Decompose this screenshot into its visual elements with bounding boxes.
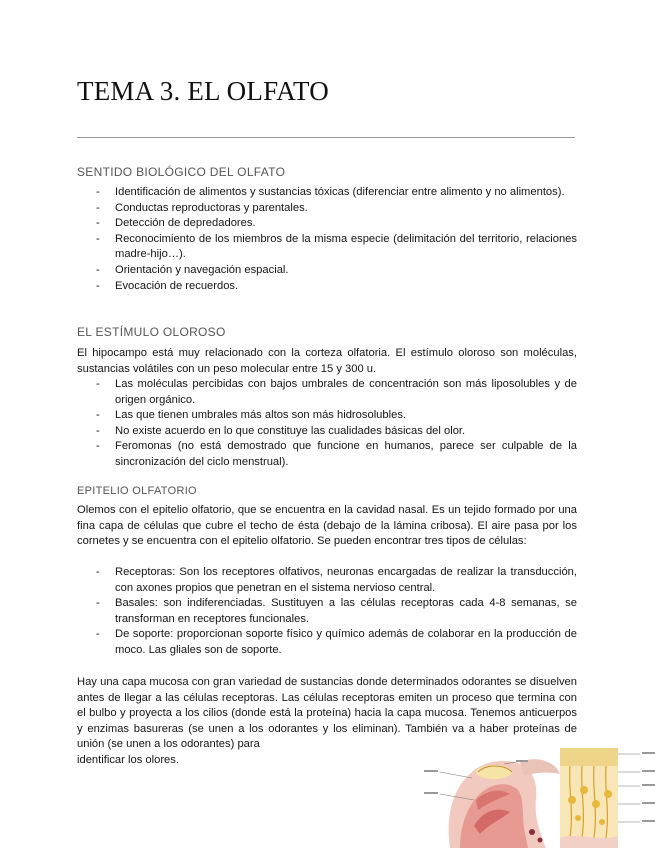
- list-item: - Detección de depredadores.: [77, 216, 577, 232]
- list-item: - Evocación de recuerdos.: [77, 279, 577, 295]
- paragraph-epitelio: Olemos con el epitelio olfatorio, que se encuentra en la cavidad nasal. Es un tejido formado por una fina capa de células que cubre el techo de ésta (debajo de la lámina cribosa). El aire pasa por los cornetes y se encuentra con el epitelio olfatorio. Se pueden encontrar tres tipos de células:: [77, 504, 577, 548]
- list-epitelio: [77, 565, 577, 659]
- list-item: - De soporte: proporcionan soporte físico y químico además de colaborar en la producción de moco. Las gliales son de soporte.: [96, 628, 577, 656]
- dash-marker: -: [96, 201, 100, 214]
- olfactory-epithelium-illustration: [420, 742, 655, 848]
- dash-marker: -: [96, 566, 100, 578]
- dash-marker: -: [96, 440, 100, 453]
- list-item: - Receptoras: Son los receptores olfativos, neuronas encargadas de realizar la transducción, con axones propios que penetran en el sistema nervioso central.: [96, 566, 577, 594]
- list-item: - Conductas reproductoras y parentales.: [77, 201, 577, 217]
- paragraph-estimulo: El hipocampo está muy relacionado con la corteza olfatoria. El estímulo oloroso son moléculas, sustancias volátiles con un peso molecular entre 15 y 300 u.: [77, 347, 577, 375]
- dash-marker: -: [96, 263, 100, 276]
- list-sentido: [77, 185, 577, 294]
- dash-marker: -: [96, 424, 100, 437]
- dash-marker: -: [96, 597, 100, 610]
- section-heading-epitelio: EPITELIO OLFATORIO: [77, 485, 197, 497]
- list-item: - Reconocimiento de los miembros de la misma especie (delimitación del territorio, relaciones madre-hijo…).: [96, 232, 577, 261]
- paragraph-mucosa: Hay una capa mucosa con gran variedad de sustancias donde determinados odorantes se disuelven antes de llegar a las células receptoras. Las células receptoras emiten un proceso que termina con el bulbo y proyecta a los cilios (donde está la proteína) hacia la capa mucosa. Tenemos anticuerpos y enzimas basureras (se unen a los odorantes y los eliminan). También va a haber proteínas de unión (se unen a los odorantes) para: [77, 676, 577, 751]
- list-item: - Identificación de alimentos y sustancias tóxicas (diferenciar entre alimento y no alimentos).: [77, 185, 577, 201]
- dash-marker: -: [96, 186, 100, 198]
- list-estimulo: [77, 377, 577, 471]
- page-title: TEMA 3. EL OLFATO: [77, 76, 329, 106]
- list-item: - Feromonas (no está demostrado que funcione en humanos, parece ser culpable de la sincronización del ciclo menstrual).: [96, 440, 577, 468]
- section-heading-sentido: SENTIDO BIOLÓGICO DEL OLFATO: [77, 165, 286, 179]
- dash-marker: -: [96, 232, 100, 245]
- list-item: - Orientación y navegación espacial.: [77, 263, 577, 279]
- dash-marker: -: [96, 409, 100, 422]
- section-heading-estimulo: EL ESTÍMULO OLOROSO: [77, 325, 226, 339]
- title-divider: [77, 137, 575, 138]
- dash-marker: -: [96, 378, 100, 390]
- dash-marker: -: [96, 217, 100, 230]
- list-item: - Las moléculas percibidas con bajos umbrales de concentración son más liposolubles y de origen orgánico.: [96, 378, 577, 406]
- paragraph-mucosa-end: identificar los olores.: [77, 754, 179, 766]
- list-item: - Las que tienen umbrales más altos son más hidrosolubles.: [77, 408, 577, 424]
- list-item: - Basales: son indiferenciadas. Sustituyen a las células receptoras cada 4-8 semanas, se transforman en receptores funcionales.: [96, 597, 577, 625]
- dash-marker: -: [96, 628, 100, 641]
- list-item: - No existe acuerdo en lo que constituye las cualidades básicas del olor.: [77, 424, 577, 440]
- dash-marker: -: [96, 279, 100, 292]
